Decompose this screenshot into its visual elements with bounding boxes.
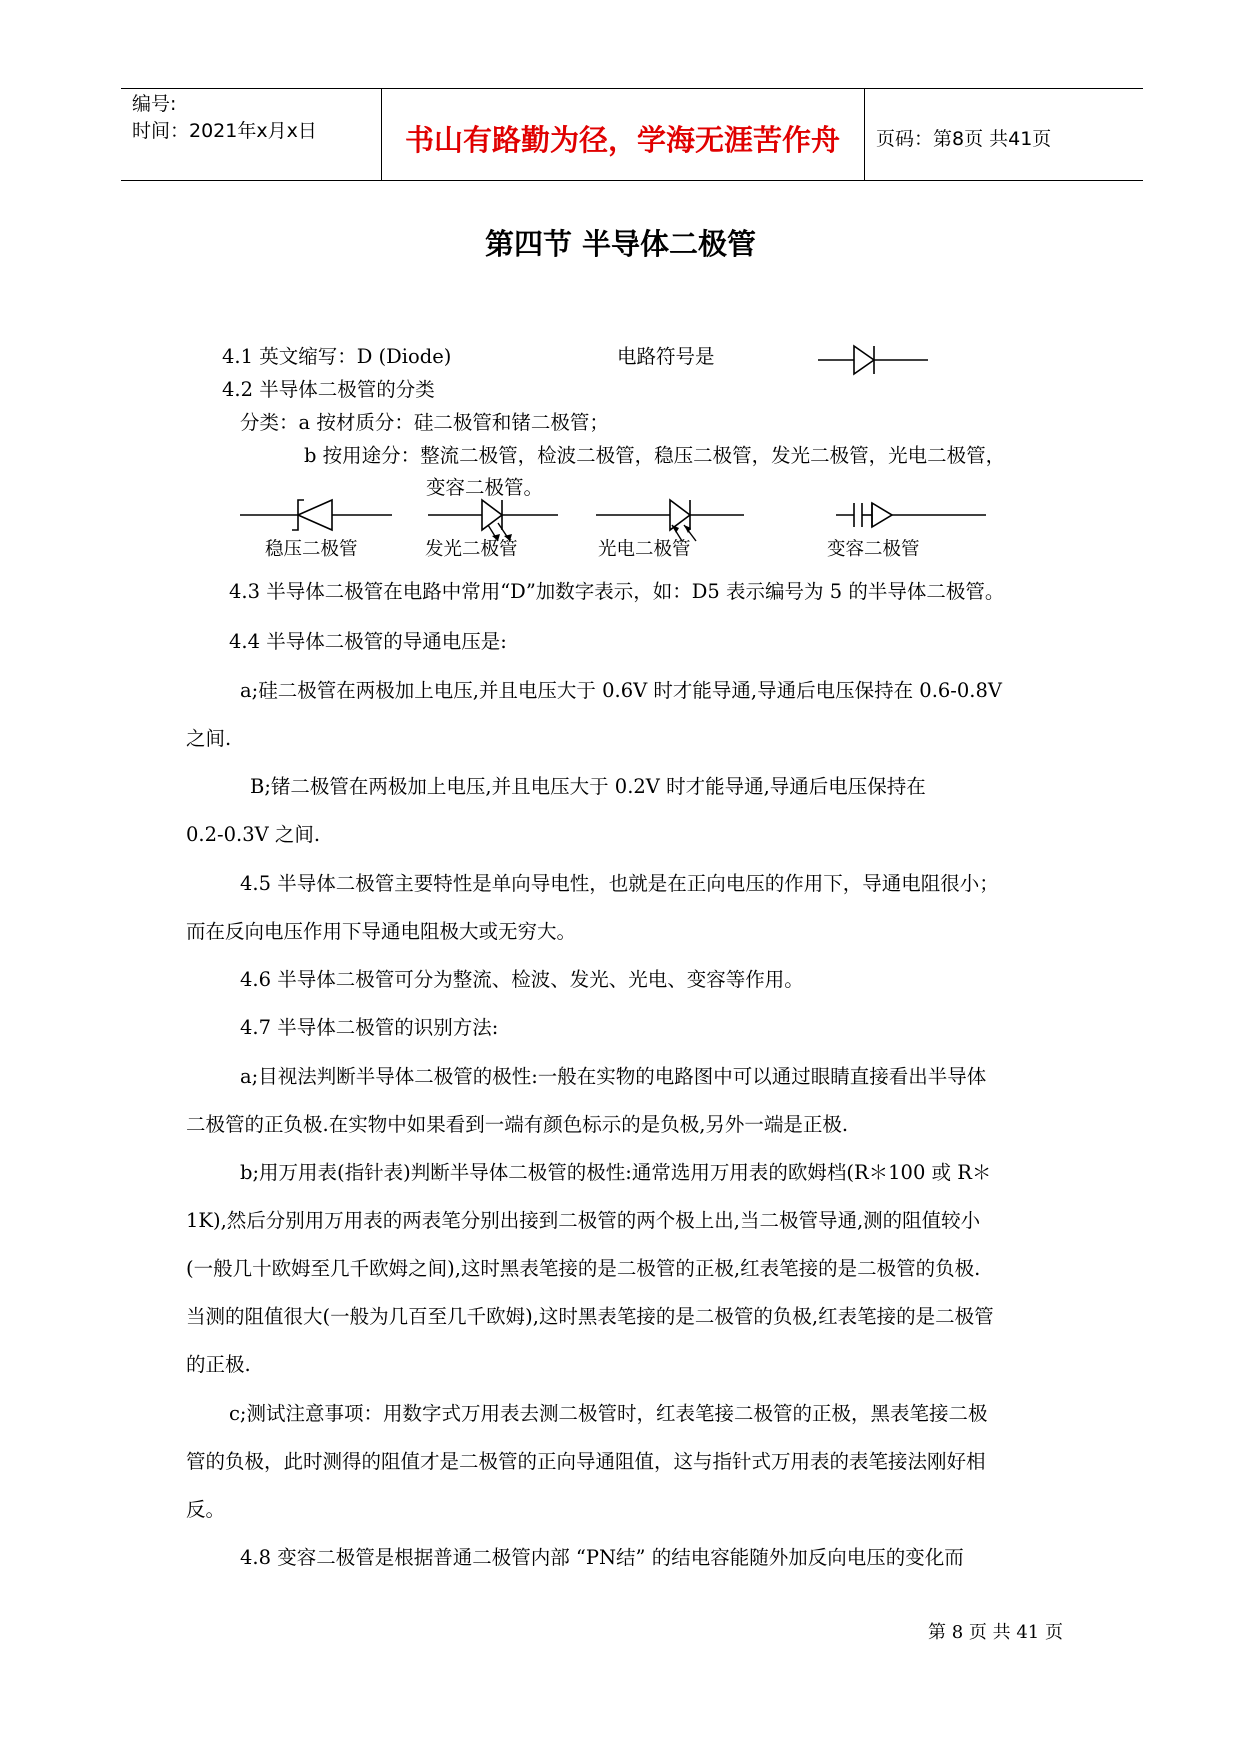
- line-4-4-b1: B;锗二极管在两极加上电压,并且电压大于 0.2V 时才能导通,导通后电压保持在: [250, 775, 926, 798]
- line-4-7-b4: 当测的阻值很大(一般为几百至几千欧姆),这时黑表笔接的是二极管的负极,红表笔接的是二极管: [186, 1305, 994, 1328]
- diode-symbol-icon: [818, 343, 928, 377]
- line-4-6: 4.6 半导体二极管可分为整流、检波、发光、光电、变容等作用。: [240, 968, 804, 991]
- line-4-2-b: b 按用途分：整流二极管，检波二极管，稳压二极管，发光二极管，光电二极管，: [304, 444, 1006, 467]
- header-divider-right: [864, 88, 865, 181]
- zener-diode-label: 稳压二极管: [265, 539, 358, 560]
- line-4-4-a2: 之间.: [186, 727, 232, 750]
- header-bottom-border: [121, 180, 1143, 181]
- line-4-7-b1: b;用万用表(指针表)判断半导体二极管的极性:通常选用万用表的欧姆档(R＊100 或 R＊: [240, 1161, 992, 1184]
- zener-diode-icon: [240, 497, 392, 533]
- header-motto: 书山有路勤为径，学海无涯苦作舟: [405, 123, 841, 157]
- line-4-7-a2: 二极管的正负极.在实物中如果看到一端有颜色标示的是负极,另外一端是正极.: [186, 1113, 849, 1136]
- line-4-1: 4.1 英文缩写：D (Diode): [222, 345, 452, 368]
- photo-diode-label: 光电二极管: [598, 539, 691, 560]
- line-4-7: 4.7 半导体二极管的识别方法:: [240, 1016, 499, 1039]
- header-top-border: [121, 88, 1143, 89]
- line-4-7-b5: 的正极.: [186, 1353, 251, 1376]
- line-4-4: 4.4 半导体二极管的导通电压是:: [229, 630, 507, 653]
- varactor-diode-icon: [836, 497, 986, 533]
- line-4-2-a: 分类：a 按材质分：硅二极管和锗二极管；: [240, 411, 609, 434]
- header-divider-left: [381, 88, 382, 181]
- line-4-2-b2: 变容二极管。: [426, 476, 544, 499]
- header-time: 时间：2021年x月x日: [132, 120, 317, 142]
- line-4-2: 4.2 半导体二极管的分类: [222, 378, 435, 401]
- header-number: 编号:: [132, 93, 177, 115]
- page-title: 第四节 半导体二极管: [484, 227, 757, 261]
- line-4-7-c3: 反。: [186, 1498, 226, 1521]
- line-4-7-c1: c;测试注意事项：用数字式万用表去测二极管时，红表笔接二极管的正极，黑表笔接二极: [229, 1402, 988, 1425]
- line-4-5-b: 而在反向电压作用下导通电阻极大或无穷大。: [186, 920, 577, 943]
- page-footer: 第 8 页 共 41 页: [928, 1622, 1063, 1643]
- line-4-4-a1: a;硅二极管在两极加上电压,并且电压大于 0.6V 时才能导通,导通后电压保持在 0.6-0.8V: [240, 679, 1002, 702]
- line-4-5-a: 4.5 半导体二极管主要特性是单向导电性，也就是在正向电压的作用下，导通电阻很小；: [240, 872, 999, 895]
- line-4-4-b2: 0.2-0.3V 之间.: [186, 823, 321, 846]
- line-4-3: 4.3 半导体二极管在电路中常用“D”加数字表示，如：D5 表示编号为 5 的半导体二极管。: [229, 580, 1005, 603]
- varactor-diode-label: 变容二极管: [827, 539, 920, 560]
- line-4-1-symbol-label: 电路符号是: [617, 345, 715, 368]
- header-page-info: 页码：第8页 共41页: [876, 128, 1052, 150]
- line-4-7-c2: 管的负极，此时测得的阻值才是二极管的正向导通阻值，这与指针式万用表的表笔接法刚好相: [186, 1450, 986, 1473]
- led-diode-label: 发光二极管: [425, 539, 518, 560]
- line-4-7-a1: a;目视法判断半导体二极管的极性:一般在实物的电路图中可以通过眼睛直接看出半导体: [240, 1065, 987, 1088]
- line-4-8: 4.8 变容二极管是根据普通二极管内部 “PN结” 的结电容能随外加反向电压的变化而: [240, 1546, 964, 1569]
- line-4-7-b2: 1K),然后分别用万用表的两表笔分别出接到二极管的两个极上出,当二极管导通,测的阻值较小: [186, 1209, 981, 1232]
- line-4-7-b3: (一般几十欧姆至几千欧姆之间),这时黑表笔接的是二极管的正极,红表笔接的是二极管的负极.: [186, 1257, 981, 1280]
